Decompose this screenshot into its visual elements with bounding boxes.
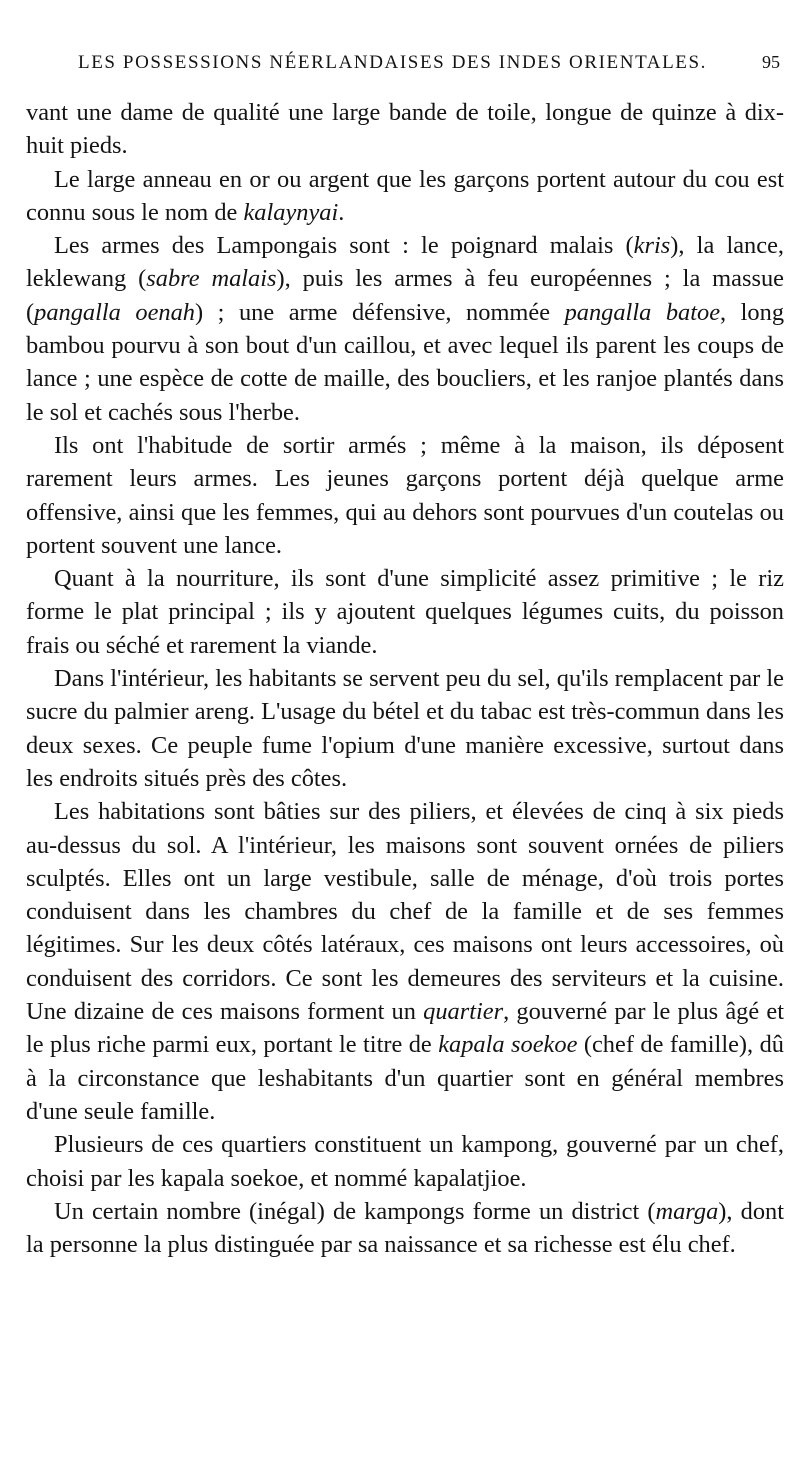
text-run: ), dont la personne la plus distinguée par sa naissance et sa richesse est élu chef.: [26, 1197, 784, 1259]
text-run: Plusieurs de ces quartiers constituent un kampong, gouverné par un chef, choisi par les kapala soekoe, et nommé kapalatjioe.: [26, 1131, 784, 1192]
italic-term: quartier: [423, 998, 504, 1026]
italic-term: kalaynyai: [243, 198, 339, 226]
text-run: Les armes des Lampongais sont : le poignard malais (: [54, 232, 634, 260]
paragraph: [26, 562, 784, 662]
text-run: Quant à la nourriture, ils sont d'une simplicité assez primitive ; le riz forme le plat principal ; ils y ajoutent quelques légumes cuits, du poisson frais ou séché et rarement la viande.: [26, 565, 784, 659]
body-text: [26, 96, 784, 1261]
text-run: .: [338, 198, 345, 226]
text-run: , gouverné par le plus âgé et le plus riche parmi eux, portant le titre de: [26, 998, 784, 1059]
italic-term: sabre malais: [146, 265, 277, 293]
running-header: [26, 52, 784, 92]
paragraph: [26, 795, 784, 1128]
page-number: 95: [762, 52, 780, 72]
paragraph: [26, 96, 784, 163]
italic-term: pangalla batoe: [564, 298, 721, 326]
paragraph: [26, 1128, 784, 1195]
paragraph: [26, 163, 784, 230]
text-run: Les habitations sont bâties sur des piliers, et élevées de cinq à six pieds au-dessus du sol. A l'intérieur, les maisons sont souvent ornées de piliers sculptés. Elles ont un large vestibule, salle de ménage, d'où trois portes conduisent dans les chambres du chef de la famille et de ses femmes légitimes. Sur les deux côtés latéraux, ces maisons ont leurs accessoires, où conduisent des corridors. Ce sont les demeures des serviteurs et la cuisine. Une dizaine de ces maisons forment un: [26, 798, 784, 1026]
text-run: Le large anneau en or ou argent que les garçons portent autour du cou est connu sous le nom de: [26, 165, 784, 226]
italic-term: pangalla oenah: [34, 298, 195, 326]
text-run: (chef de famille), dû à la circonstance que leshabitants d'un quartier sont en général membres d'une seule famille.: [26, 1031, 784, 1125]
text-run: ) ; une arme défensive, nommée: [195, 298, 565, 326]
text-run: Un certain nombre (inégal) de kampongs forme un district (: [54, 1197, 656, 1225]
italic-term: marga: [655, 1197, 719, 1225]
italic-term: kapala soekoe: [438, 1031, 578, 1059]
text-run: ), la lance, leklewang (: [26, 232, 784, 293]
book-page: [26, 52, 784, 1261]
paragraph: [26, 229, 784, 429]
text-run: Dans l'intérieur, les habitants se servent peu du sel, qu'ils remplacent par le sucre du palmier areng. L'usage du bétel et du tabac est très-commun dans les deux sexes. Ce peuple fume l'opium d'une manière excessive, surtout dans les endroits situés près des côtes.: [26, 665, 784, 792]
text-run: vant une dame de qualité une large bande de toile, longue de quinze à dix-huit pieds.: [26, 99, 784, 160]
paragraph: [26, 429, 784, 562]
paragraph: [26, 662, 784, 795]
italic-term: kris: [633, 232, 671, 260]
running-title: LES POSSESSIONS NÉERLANDAISES DES INDES ORIENTALES.: [78, 52, 708, 73]
text-run: ), puis les armes à feu européennes ; la massue (: [26, 265, 784, 326]
text-run: Ils ont l'habitude de sortir armés ; même à la maison, ils déposent rarement leurs armes. Les jeunes garçons portent déjà quelque arme offensive, ainsi que les femmes, qui au dehors sont pourvues d'un coutelas ou portent souvent une lance.: [26, 431, 784, 559]
paragraph: [26, 1195, 784, 1262]
text-run: , long bambou pourvu à son bout d'un caillou, et avec lequel ils parent les coups de lance ; une espèce de cotte de maille, des boucliers, et les ranjoe plantés dans le sol et cachés sous l'herbe.: [26, 298, 785, 426]
